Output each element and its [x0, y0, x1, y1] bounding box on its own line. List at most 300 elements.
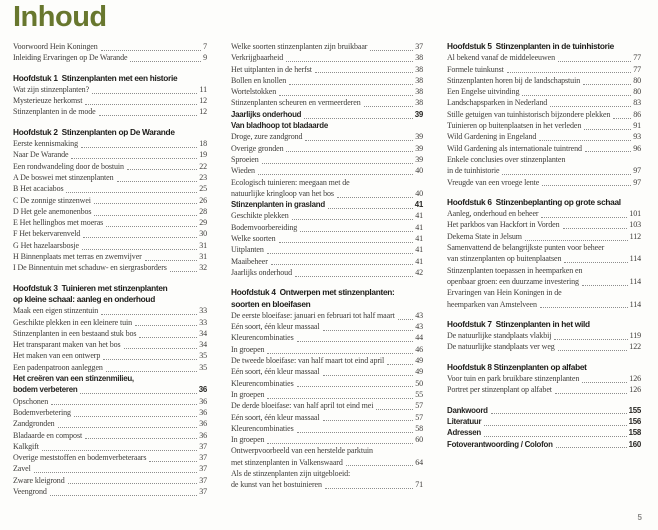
dotted-leader: [74, 416, 197, 417]
toc-entry: [13, 373, 207, 396]
toc-entry: [231, 310, 423, 321]
dotted-leader: [106, 226, 197, 227]
toc-entry: [447, 373, 641, 384]
toc-entry: [231, 165, 423, 176]
dotted-leader: [258, 174, 413, 175]
toc-entry: [231, 86, 423, 97]
toc-entry-page-number: 41: [415, 211, 423, 221]
toc-entry: [13, 486, 207, 497]
toc-entry-label: Stinzenplanten in grasland: [231, 200, 325, 210]
page-number: 5: [637, 513, 642, 522]
toc-entry-label: Eén soort, één kleur massaal: [231, 367, 320, 377]
toc-entry-label: Wortelstokken: [231, 87, 277, 97]
toc-entry: [13, 195, 207, 206]
dotted-leader: [42, 450, 197, 451]
toc-entry-page-number: 43: [415, 310, 423, 320]
toc-entry: [13, 138, 207, 149]
toc-entry-label: Bodemverbetering: [13, 407, 71, 417]
dotted-leader: [99, 115, 198, 116]
toc-chapter-heading: [447, 319, 641, 330]
toc-entry-label: Eén soort, één kleur massaal: [231, 322, 320, 332]
toc-entry: [13, 161, 207, 172]
toc-entry-label: Dekema State in Jelsum: [447, 231, 522, 241]
toc-entry-label: Wild Gardening als internationale tuintrend: [447, 143, 582, 153]
toc-chapter-heading: [13, 127, 207, 138]
toc-entry-label: Kalkgift: [13, 441, 39, 451]
toc-entry-page-number: 41: [414, 200, 423, 210]
toc-entry-page-number: 40: [415, 188, 423, 198]
toc-entry-label: Dankwoord: [447, 405, 488, 415]
toc-entry: [231, 244, 423, 255]
dotted-leader: [387, 364, 413, 365]
toc-entry: [231, 400, 423, 411]
toc-entry-label: Van bladhoop tot bladaarde: [231, 121, 328, 131]
dotted-leader: [101, 314, 197, 315]
toc-entry-page-number: 80: [633, 87, 641, 97]
toc-entry-label: Hoofdstuk 7 Stinzenplanten in het wild: [447, 318, 590, 329]
toc-entry-page-number: 34: [199, 328, 207, 338]
toc-entry-label: De natuurlijke standplaats ver weg: [447, 342, 555, 352]
toc-entry: [13, 362, 207, 373]
toc-entry: [13, 251, 207, 262]
toc-entry-label: In groepen: [231, 344, 265, 354]
toc-entry: [447, 341, 641, 352]
dotted-leader: [315, 72, 413, 73]
toc-entry: [13, 240, 207, 251]
toc-entry: [13, 339, 207, 350]
dotted-leader: [540, 307, 628, 308]
toc-entry-page-number: 38: [415, 64, 423, 74]
dotted-leader: [555, 393, 627, 394]
toc-entry-label: Verkrijgbaarheid: [231, 53, 284, 63]
toc-entry: [13, 172, 207, 183]
dotted-leader: [398, 319, 413, 320]
toc-entry-page-number: 114: [629, 254, 641, 264]
toc-entry-label: Geschikte plekken in een kleinere tuin: [13, 317, 133, 327]
toc-entry: [13, 317, 207, 328]
toc-entry-label: E Het hellingbos met moeras: [13, 218, 104, 228]
toc-entry-page-number: 91: [633, 121, 641, 131]
dotted-leader: [51, 404, 197, 405]
toc-entry-page-number: 49: [415, 367, 423, 377]
toc-entry-label: F Het bekervarenveld: [13, 229, 81, 239]
dotted-leader: [85, 438, 197, 439]
toc-entry: [231, 233, 423, 244]
toc-entry: [447, 384, 641, 395]
dotted-leader: [106, 371, 197, 372]
toc-entry-page-number: 156: [628, 416, 641, 426]
toc-entry: [447, 330, 641, 341]
toc-entry-label: Stinzenplanten in een bestaand stuk bos: [13, 328, 137, 338]
toc-entry: [13, 430, 207, 441]
toc-entry-page-number: 35: [199, 362, 207, 372]
toc-entry-page-number: 119: [629, 331, 641, 341]
toc-entry-label: In groepen: [231, 435, 265, 445]
toc-columns: [13, 41, 641, 497]
toc-entry: [447, 242, 641, 265]
dotted-leader: [346, 465, 413, 466]
dotted-leader: [80, 393, 196, 394]
toc-entry-page-number: 36: [199, 407, 207, 417]
toc-entry-page-number: 41: [415, 222, 423, 232]
toc-entry: [231, 378, 423, 389]
toc-entry-label: Als de stinzenplanten zijn uitgebloeid:: [231, 468, 351, 478]
dotted-leader: [297, 386, 414, 387]
dotted-leader: [558, 61, 631, 62]
toc-entry-page-number: 57: [415, 412, 423, 422]
toc-entry-page-number: 31: [199, 252, 207, 262]
dotted-leader: [103, 359, 197, 360]
dotted-leader: [262, 163, 414, 164]
toc-entry: [13, 217, 207, 228]
toc-entry: [447, 143, 641, 154]
toc-entry-page-number: 34: [199, 340, 207, 350]
dotted-leader: [286, 61, 413, 62]
toc-entry: [231, 143, 423, 154]
toc-entry: [13, 228, 207, 239]
toc-entry: [13, 41, 207, 52]
toc-entry-page-number: 49: [415, 356, 423, 366]
toc-entry: [231, 41, 423, 52]
toc-entry-label: I De Binnentuin met schaduw- en siergrasborders: [13, 263, 167, 273]
toc-entry-page-number: 37: [415, 42, 423, 51]
toc-entry-page-number: 36: [199, 419, 207, 429]
toc-entry-page-number: 101: [629, 209, 641, 219]
toc-entry-page-number: 114: [629, 299, 641, 309]
toc-entry-label: In groepen: [231, 389, 265, 399]
toc-entry-page-number: 33: [199, 317, 207, 327]
toc-entry-label: H Binnenplaats met terras en zwemvijver: [13, 252, 142, 262]
dotted-leader: [539, 140, 631, 141]
toc-entry-label: soorten en bloeifasen: [231, 298, 311, 309]
toc-column-2: [231, 41, 423, 497]
toc-entry-label: Hoofdstuk 1 Stinzenplanten met een historie: [13, 72, 178, 83]
dotted-leader: [170, 271, 197, 272]
toc-entry-page-number: 39: [415, 143, 423, 153]
toc-entry-label: C De zonnige stinzenwei: [13, 195, 91, 205]
toc-entry-page-number: 36: [198, 385, 207, 395]
dotted-leader: [556, 447, 627, 448]
toc-entry-page-number: 57: [415, 401, 423, 411]
dotted-leader: [135, 325, 197, 326]
toc-entry-label: Opschonen: [13, 396, 49, 406]
toc-entry-page-number: 93: [633, 132, 641, 142]
toc-entry: [447, 439, 641, 450]
page-title: Inhoud: [13, 1, 107, 33]
dotted-leader: [542, 185, 631, 186]
toc-entry-label: Jaarlijks onderhoud: [231, 109, 302, 119]
toc-entry-label: Vreugde van een vroege lente: [447, 177, 540, 187]
dotted-leader: [85, 104, 197, 105]
toc-entry: [231, 355, 423, 366]
dotted-leader: [582, 382, 627, 383]
dotted-leader: [484, 436, 627, 437]
toc-entry-label: Hoofdstuk 3 Tuinieren met stinzenplanten: [13, 282, 168, 293]
toc-entry-page-number: 41: [415, 234, 423, 244]
toc-entry-page-number: 114: [629, 276, 641, 286]
toc-entry: [447, 64, 641, 75]
toc-entry-label: Overige meststoffen en bodemverbeteraars: [13, 453, 147, 463]
toc-entry-label: Tuinieren op buitenplaatsen in het verleden: [447, 121, 582, 131]
toc-entry-label: Enkele conclusies over stinzenplanten: [447, 154, 566, 164]
toc-entry-page-number: 86: [633, 109, 641, 119]
toc-entry-label: G Het hazelaarsbosje: [13, 240, 79, 250]
toc-entry-page-number: 36: [199, 430, 207, 440]
toc-entry-label: van stinzenplanten op buitenplaatsen: [447, 254, 562, 264]
dotted-leader: [82, 249, 197, 250]
toc-entry-label: Droge, zure zandgrond: [231, 132, 303, 142]
toc-entry: [231, 177, 423, 200]
toc-entry-page-number: 155: [628, 405, 641, 415]
toc-entry: [447, 75, 641, 86]
toc-entry: [13, 183, 207, 194]
toc-entry-page-number: 37: [199, 475, 207, 485]
toc-entry: [231, 389, 423, 400]
toc-entry-page-number: 12: [199, 96, 207, 106]
toc-entry-label: Geschikte plekken: [231, 211, 289, 221]
toc-entry: [13, 350, 207, 361]
dotted-leader: [297, 432, 414, 433]
dotted-leader: [364, 106, 414, 107]
toc-entry-page-number: 36: [199, 396, 207, 406]
toc-entry: [447, 219, 641, 230]
toc-entry-page-number: 126: [629, 385, 641, 395]
toc-entry-label: Formele tuinkunst: [447, 64, 504, 74]
toc-column-1: [13, 41, 207, 497]
dotted-leader: [582, 285, 628, 286]
toc-entry: [13, 418, 207, 429]
dotted-leader: [124, 348, 198, 349]
toc-entry-page-number: 7: [203, 42, 207, 51]
toc-entry-label: Overige gronden: [231, 143, 284, 153]
toc-entry-label: Sproeien: [231, 154, 259, 164]
toc-entry: [231, 52, 423, 63]
dotted-leader: [376, 409, 413, 410]
toc-entry-label: Wat zijn stinzenplanten?: [13, 84, 90, 94]
toc-entry-label: De derde bloeifase: van half april tot eind mei: [231, 401, 374, 411]
toc-entry: [231, 267, 423, 278]
dotted-leader: [279, 242, 414, 243]
toc-chapter-heading: [447, 197, 641, 208]
toc-entry-label: Welke soorten stinzenplanten zijn bruikbaar: [231, 42, 368, 51]
dotted-leader: [149, 461, 197, 462]
toc-entry: [231, 131, 423, 142]
toc-entry: [447, 405, 641, 416]
toc-entry: [13, 305, 207, 316]
toc-entry: [231, 366, 423, 377]
toc-entry: [13, 95, 207, 106]
dotted-leader: [613, 118, 631, 119]
toc-entry-page-number: 42: [415, 267, 423, 277]
toc-entry-page-number: 30: [199, 229, 207, 239]
dotted-leader: [66, 192, 197, 193]
toc-entry-label: Hoofdstuk 4 Ontwerpen met stinzenplanten:: [231, 287, 395, 298]
toc-entry-label: D Het gele anemonenbos: [13, 206, 92, 216]
toc-entry-page-number: 31: [199, 240, 207, 250]
dotted-leader: [323, 330, 414, 331]
toc-entry-label: Stinzenplanten in de mode: [13, 107, 96, 117]
toc-entry-label: Een padenpatroon aanleggen: [13, 362, 103, 372]
toc-entry-page-number: 158: [628, 428, 641, 438]
toc-entry-label: in de tuinhistorie: [447, 166, 500, 176]
dotted-leader: [304, 118, 412, 119]
toc-entry-label: Zavel: [13, 464, 31, 474]
toc-column-3: [447, 41, 641, 497]
toc-entry-label: De eerste bloeifase: januari en februari tot half maart: [231, 310, 395, 320]
toc-entry-page-number: 35: [199, 351, 207, 361]
dotted-leader: [305, 140, 413, 141]
dotted-leader: [145, 260, 197, 261]
dotted-leader: [267, 398, 413, 399]
toc-entry-label: B Het acaciabos: [13, 184, 64, 194]
toc-entry: [447, 265, 641, 288]
dotted-leader: [101, 50, 201, 51]
toc-entry-page-number: 12: [199, 107, 207, 117]
toc-entry-page-number: 11: [199, 84, 207, 94]
toc-entry-page-number: 96: [633, 143, 641, 153]
toc-entry-page-number: 37: [199, 441, 207, 451]
toc-entry: [231, 120, 423, 131]
toc-entry-page-number: 38: [415, 75, 423, 85]
dotted-leader: [558, 350, 628, 351]
toc-entry-page-number: 122: [629, 342, 641, 352]
toc-entry-label: heemparken van Amstelveen: [447, 299, 537, 309]
toc-entry-page-number: 29: [199, 218, 207, 228]
toc-entry-label: Hoofdstuk 6 Stinzenbeplanting op grote schaal: [447, 196, 621, 207]
toc-entry-page-number: 32: [199, 263, 207, 273]
dotted-leader: [300, 231, 413, 232]
dotted-leader: [491, 413, 627, 414]
toc-entry-page-number: 25: [199, 184, 207, 194]
toc-chapter-heading: [13, 73, 207, 84]
dotted-leader: [522, 95, 631, 96]
dotted-leader: [323, 420, 414, 421]
toc-entry-page-number: 97: [633, 177, 641, 187]
dotted-leader: [541, 217, 627, 218]
toc-entry-label: Zandgronden: [13, 419, 55, 429]
toc-entry-label: de kunst van het bostuinieren: [231, 480, 322, 490]
toc-entry-page-number: 33: [199, 306, 207, 316]
dotted-leader: [507, 72, 631, 73]
toc-entry-page-number: 60: [415, 435, 423, 445]
dotted-leader: [584, 129, 631, 130]
toc-entry-page-number: 46: [415, 344, 423, 354]
toc-entry-label: Mysterieuze herkomst: [13, 96, 83, 106]
dotted-leader: [267, 353, 413, 354]
toc-entry-label: bodem verbeteren: [13, 385, 78, 395]
dotted-leader: [297, 341, 414, 342]
toc-entry-page-number: 23: [199, 172, 207, 182]
toc-entry-label: Al bekend vanaf de middeleeuwen: [447, 53, 555, 63]
toc-entry: [447, 427, 641, 438]
toc-entry: [13, 149, 207, 160]
toc-entry-page-number: 41: [415, 245, 423, 255]
toc-entry-label: Eén soort, één kleur massaal: [231, 412, 320, 422]
toc-entry-page-number: 19: [199, 150, 207, 160]
toc-entry-page-number: 39: [414, 109, 423, 119]
toc-entry: [231, 445, 423, 468]
toc-entry-page-number: 103: [629, 220, 641, 230]
dotted-leader: [50, 495, 197, 496]
toc-entry-label: Literatuur: [447, 416, 482, 426]
toc-entry: [13, 52, 207, 63]
toc-entry-label: Stinzenplanten scheuren en vermeerderen: [231, 98, 361, 108]
toc-entry-label: op kleine schaal: aanleg en onderhoud: [13, 293, 155, 304]
dotted-leader: [328, 208, 413, 209]
dotted-leader: [130, 61, 201, 62]
toc-entry-label: Kleurencombinaties: [231, 333, 294, 343]
toc-entry-label: Stinzenplanten toepassen in heemparken en: [447, 265, 583, 275]
toc-entry-label: Ecologisch tuinieren: meegaan met de: [231, 177, 350, 187]
toc-entry: [231, 75, 423, 86]
toc-entry-label: Maak een eigen stinzentuin: [13, 306, 99, 316]
toc-entry: [13, 475, 207, 486]
dotted-leader: [585, 151, 631, 152]
toc-entry-label: A De boswei met stinzenplanten: [13, 172, 114, 182]
toc-entry: [447, 154, 641, 177]
toc-entry-label: Fotoverantwoording / Colofon: [447, 439, 553, 449]
dotted-leader: [289, 84, 413, 85]
toc-entry-page-number: 97: [633, 166, 641, 176]
dotted-leader: [279, 95, 413, 96]
toc-entry: [231, 321, 423, 332]
toc-entry-page-number: 83: [633, 98, 641, 108]
toc-entry: [231, 256, 423, 267]
toc-entry-label: Inleiding Ervaringen op De Warande: [13, 53, 128, 63]
dotted-leader: [563, 228, 628, 229]
dotted-leader: [92, 93, 197, 94]
toc-entry-label: Stille getuigen van tuinhistorisch bijzondere plekken: [447, 109, 611, 119]
toc-entry-page-number: 26: [199, 195, 207, 205]
dotted-leader: [583, 84, 631, 85]
toc-entry-label: met stinzenplanten in Valkenswaard: [231, 457, 343, 467]
toc-entry: [231, 199, 423, 210]
toc-entry: [231, 344, 423, 355]
dotted-leader: [83, 237, 197, 238]
toc-entry-label: Hoofdstuk 8 Stinzenplanten op alfabet: [447, 361, 587, 372]
toc-entry-page-number: 44: [415, 333, 423, 343]
toc-entry-label: Eerste kennismaking: [13, 139, 78, 149]
toc-entry-label: Wild Gardening in Engeland: [447, 132, 537, 142]
toc-entry: [13, 441, 207, 452]
toc-entry: [447, 416, 641, 427]
toc-entry: [447, 86, 641, 97]
toc-entry-page-number: 55: [415, 389, 423, 399]
toc-entry-label: De tweede bloeifase: van half maart tot eind april: [231, 356, 385, 366]
toc-entry-page-number: 37: [199, 486, 207, 496]
toc-entry: [231, 222, 423, 233]
toc-entry-label: Ervaringen van Hein Koningen in de: [447, 288, 562, 298]
dotted-leader: [325, 488, 413, 489]
toc-entry-label: Aanleg, onderhoud en beheer: [447, 209, 539, 219]
toc-entry-label: De natuurlijke standplaats vlakbij: [447, 331, 552, 341]
toc-entry: [13, 396, 207, 407]
toc-entry-page-number: 38: [415, 98, 423, 108]
toc-entry-label: Bodemvoorbereiding: [231, 222, 298, 232]
toc-entry-page-number: 39: [415, 132, 423, 142]
toc-entry-page-number: 38: [415, 87, 423, 97]
toc-entry-label: Naar De Warande: [13, 150, 69, 160]
toc-entry-page-number: 39: [415, 154, 423, 164]
toc-entry-page-number: 112: [629, 231, 641, 241]
toc-entry-label: Landschapsparken in Nederland: [447, 98, 548, 108]
toc-entry: [447, 231, 641, 242]
toc-entry-page-number: 64: [415, 457, 423, 467]
toc-entry-label: Portret per stinzenplant op alfabet: [447, 385, 552, 395]
toc-entry: [13, 328, 207, 339]
dotted-leader: [94, 203, 197, 204]
toc-entry-label: Zware kleigrond: [13, 475, 65, 485]
